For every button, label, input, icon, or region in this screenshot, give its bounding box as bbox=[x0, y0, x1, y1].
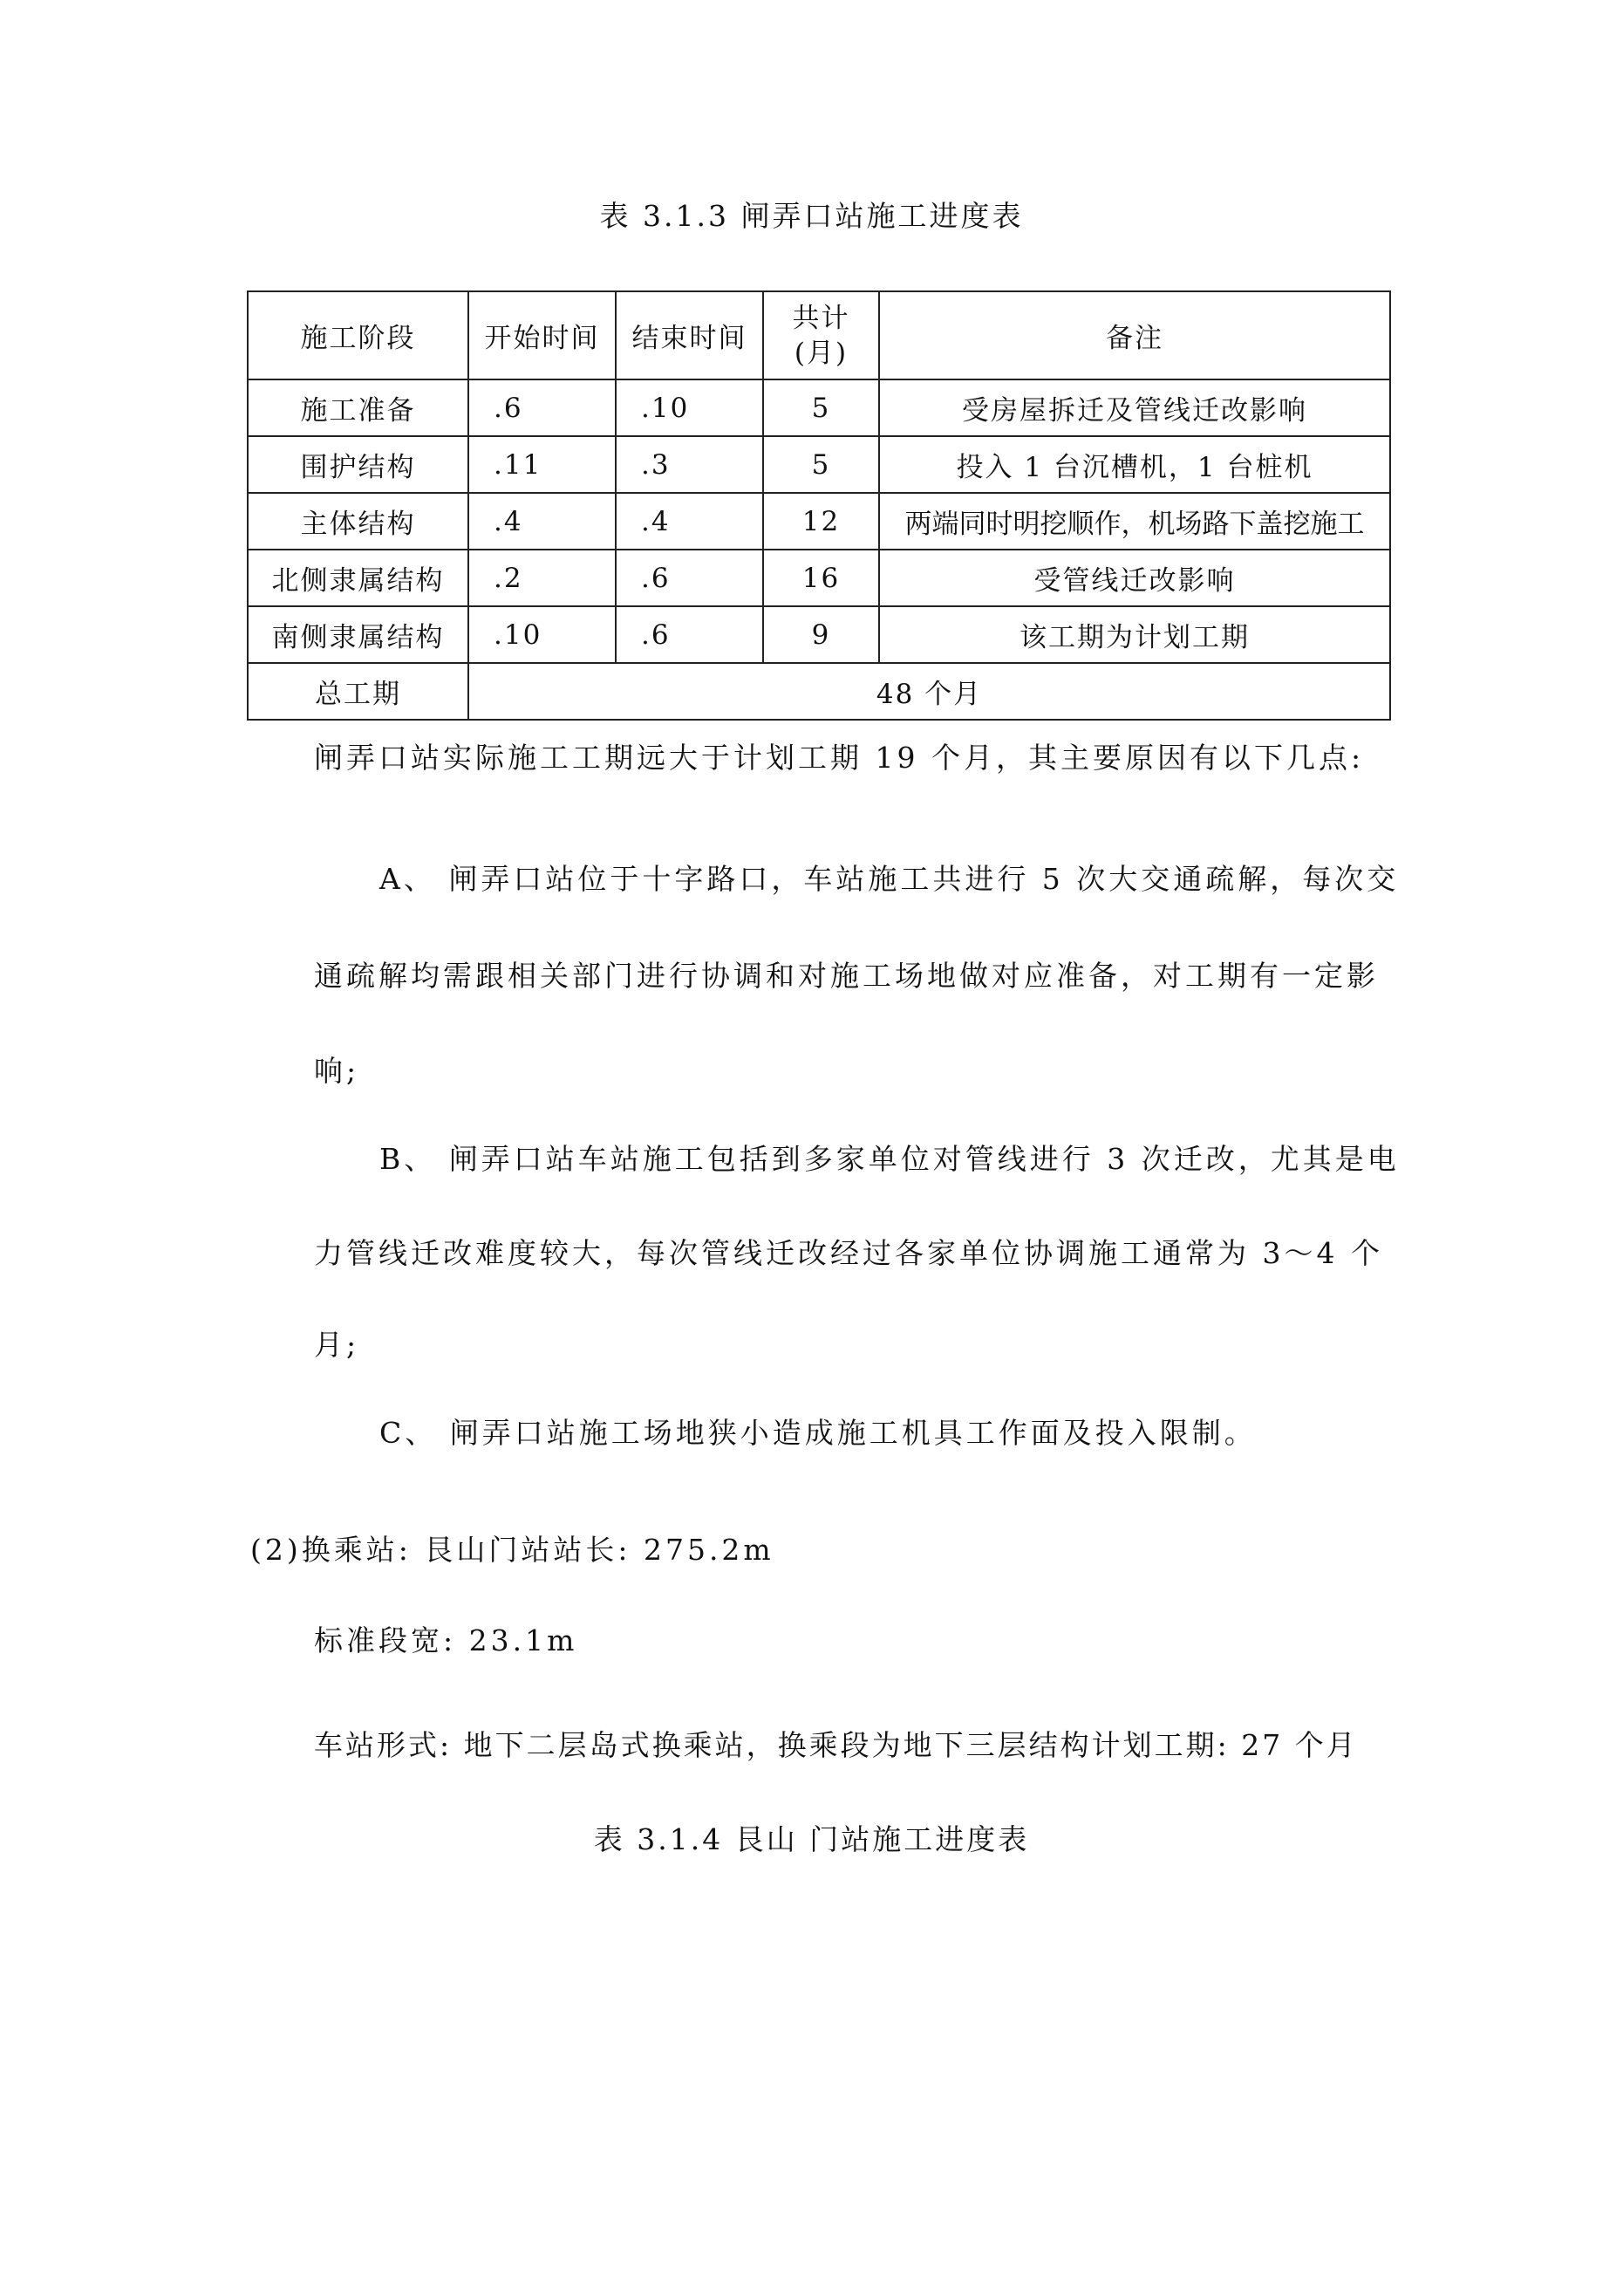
table-row bbox=[248, 606, 1390, 663]
cell-end: .6 bbox=[616, 550, 763, 606]
cell-note: 两端同时明挖顺作，机场路下盖挖施工 bbox=[879, 493, 1390, 550]
station-form-line: 车站形式: 地下二层岛式换乘站，换乘段为地下三层结构计划工期: 27 个月 bbox=[314, 1728, 1358, 1762]
cell-note: 投入 1 台沉槽机，1 台桩机 bbox=[879, 436, 1390, 493]
cell-stage: 施工准备 bbox=[248, 379, 468, 436]
table-row bbox=[248, 436, 1390, 493]
construction-schedule-table bbox=[247, 290, 1391, 721]
cell-start: .4 bbox=[468, 493, 616, 550]
header-stage: 施工阶段 bbox=[248, 291, 468, 379]
cell-end: .3 bbox=[616, 436, 763, 493]
cell-start: .6 bbox=[468, 379, 616, 436]
table-row bbox=[248, 379, 1390, 436]
table-total-row bbox=[248, 663, 1390, 720]
table-row bbox=[248, 493, 1390, 550]
cell-end: .4 bbox=[616, 493, 763, 550]
table1-caption: 表 3.1.3 闸弄口站施工进度表 bbox=[599, 199, 1024, 233]
cell-end: .10 bbox=[616, 379, 763, 436]
point-b-line1: B、 闸弄口站车站施工包括到多家单位对管线进行 3 次迁改，尤其是电 bbox=[379, 1142, 1400, 1176]
cell-note: 该工期为计划工期 bbox=[879, 606, 1390, 663]
cell-start: .10 bbox=[468, 606, 616, 663]
cell-start: .2 bbox=[468, 550, 616, 606]
point-b-line3: 月; bbox=[314, 1328, 360, 1362]
cell-stage: 主体结构 bbox=[248, 493, 468, 550]
point-b-line2: 力管线迁改难度较大，每次管线迁改经过各家单位协调施工通常为 3～4 个 bbox=[314, 1236, 1383, 1270]
table2-caption: 表 3.1.4 艮山 门站施工进度表 bbox=[593, 1822, 1030, 1856]
table-row bbox=[248, 550, 1390, 606]
cell-stage: 南侧隶属结构 bbox=[248, 606, 468, 663]
point-a-line3: 响; bbox=[314, 1054, 360, 1088]
point-c: C、 闸弄口站施工场地狭小造成施工机具工作面及投入限制。 bbox=[379, 1416, 1257, 1450]
header-start: 开始时间 bbox=[468, 291, 616, 379]
cell-months: 9 bbox=[763, 606, 879, 663]
cell-months: 16 bbox=[763, 550, 879, 606]
cell-stage: 围护结构 bbox=[248, 436, 468, 493]
total-label: 总工期 bbox=[248, 663, 468, 720]
cell-end: .6 bbox=[616, 606, 763, 663]
cell-stage: 北侧隶属结构 bbox=[248, 550, 468, 606]
point-a-line1: A、 闸弄口站位于十字路口，车站施工共进行 5 次大交通疏解，每次交 bbox=[379, 862, 1400, 896]
cell-months: 5 bbox=[763, 436, 879, 493]
section-2-heading: (2)换乘站: 艮山门站站长: 275.2m bbox=[250, 1533, 774, 1567]
header-total-line1: 共计 bbox=[792, 302, 850, 334]
point-a-line2: 通疏解均需跟相关部门进行协调和对施工场地做对应准备，对工期有一定影 bbox=[314, 959, 1379, 993]
cell-start: .11 bbox=[468, 436, 616, 493]
cell-months: 5 bbox=[763, 379, 879, 436]
header-total bbox=[763, 291, 879, 379]
cell-months: 12 bbox=[763, 493, 879, 550]
cell-note: 受管线迁改影响 bbox=[879, 550, 1390, 606]
header-total-line2: (月) bbox=[794, 337, 849, 369]
table-header-row bbox=[248, 291, 1390, 379]
header-note: 备注 bbox=[879, 291, 1390, 379]
header-end: 结束时间 bbox=[616, 291, 763, 379]
cell-note: 受房屋拆迁及管线迁改影响 bbox=[879, 379, 1390, 436]
total-value: 48 个月 bbox=[468, 663, 1390, 720]
intro-paragraph: 闸弄口站实际施工工期远大于计划工期 19 个月，其主要原因有以下几点: bbox=[314, 741, 1365, 775]
standard-width-line: 标准段宽: 23.1m bbox=[314, 1623, 578, 1657]
